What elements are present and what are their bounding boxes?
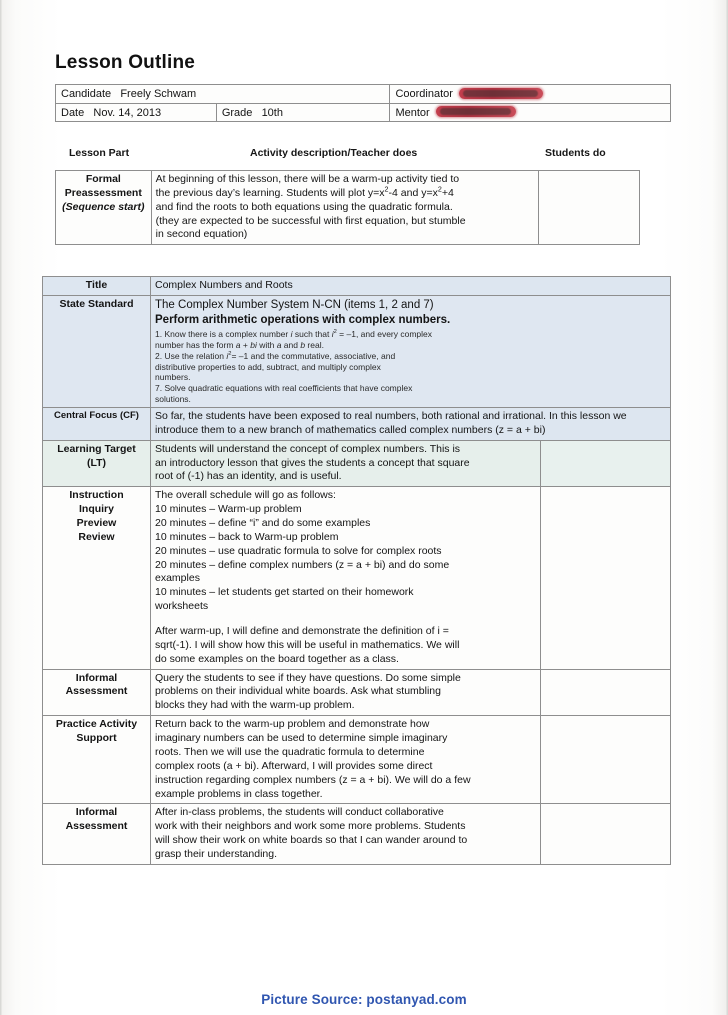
informal-2-line2: work with their neighbors and work some more problems. Students [155, 820, 466, 833]
row-value-informal-assessment-1 [151, 669, 541, 716]
schedule-line: examples [155, 572, 200, 585]
row-value-central-focus [151, 408, 671, 441]
practice-students-cell [541, 716, 671, 804]
instruction-label-line4: Review [78, 530, 115, 543]
table-row [43, 804, 671, 864]
row-label-instruction [43, 487, 151, 669]
preassessment-students-cell [539, 171, 640, 245]
instruction-para2-line2: sqrt(-1). I will show how this will be useful in mathematics. We will [155, 638, 460, 651]
column-header-students: Students do [545, 147, 606, 159]
standard-item-2-line1: 2. Use the relation $i^2= -1$ and the commutative, associative, and [155, 350, 396, 361]
row-value-informal-assessment-2 [151, 804, 541, 864]
table-row [43, 487, 671, 669]
standard-item-2-line3: numbers. [155, 372, 191, 383]
instruction-students-cell [541, 487, 671, 669]
row-value-practice-activity [151, 716, 541, 804]
coordinator-label: Coordinator [395, 88, 453, 100]
learning-target-line2: an introductory lesson that gives the students a concept that square [155, 456, 470, 469]
learning-target-label-line1: Learning Target [57, 442, 136, 455]
mentor-redaction-mark [436, 106, 516, 117]
table-row [43, 716, 671, 804]
standard-item-1-line1: 1. Know there is a complex number i such that $i^2 = -1$, and every complex [155, 328, 433, 339]
row-label-informal-assessment-2 [43, 804, 151, 864]
instruction-label-line2: Inquiry [78, 503, 114, 516]
table-row [43, 440, 671, 487]
table-row [43, 669, 671, 716]
central-focus-line1: So far, the students have been exposed to real numbers, both rational and irrational. In this lesson we [155, 410, 627, 423]
practice-label-line2: Support [76, 732, 117, 745]
column-header-lesson-part: Lesson Part [69, 147, 130, 159]
preassessment-label-line2: Preassessment [64, 186, 142, 199]
coordinator-cell [390, 85, 671, 104]
picture-source-caption: Picture Source: postanyad.com [261, 992, 467, 1007]
informal-1-line1: Query the students to see if they have questions. Do some simple [155, 671, 461, 684]
informal-1-students-cell [541, 669, 671, 716]
practice-line3: roots. Then we will use the quadratic formula to determine [155, 745, 425, 758]
instruction-label-line1: Instruction [69, 489, 124, 502]
row-label-state-standard: State Standard [43, 295, 151, 407]
preassessment-label-line1: Formal [85, 173, 121, 185]
page-title: Lesson Outline [55, 52, 196, 73]
row-label-learning-target [43, 440, 151, 487]
standard-item-2-line2: distributive properties to add, subtract, and multiply complex [155, 361, 381, 372]
row-label-central-focus: Central Focus (CF) [43, 408, 151, 441]
candidate-value: Freely Schwam [120, 88, 197, 100]
column-header-activity: Activity description/Teacher does [250, 147, 418, 159]
preassessment-table [55, 170, 640, 245]
practice-label-line1: Practice Activity [55, 718, 138, 731]
informal-1-line2: problems on their individual white boards. Ask what stumbling [155, 685, 441, 698]
row-value-state-standard [151, 295, 671, 407]
row-value-learning-target [151, 440, 541, 487]
informal-1-label-line2: Assessment [65, 685, 128, 698]
preassessment-text-line5: in second equation) [155, 228, 248, 241]
schedule-line: 20 minutes – use quadratic formula to solve for complex roots [155, 544, 442, 557]
lesson-body-table [42, 276, 671, 865]
candidate-cell [56, 85, 390, 104]
informal-2-students-cell [541, 804, 671, 864]
row-value-instruction [151, 487, 541, 669]
instruction-label-line3: Preview [76, 517, 117, 530]
mentor-label: Mentor [395, 106, 430, 119]
schedule-line: 10 minutes – let students get started on their homework [155, 586, 414, 599]
learning-target-students-cell [541, 440, 671, 487]
informal-2-line4: grasp their understanding. [155, 847, 277, 860]
date-value: Nov. 14, 2013 [93, 106, 162, 119]
schedule-line: 10 minutes – Warm-up problem [155, 503, 302, 516]
practice-line6: example problems in class together. [155, 787, 323, 800]
standard-item-7-line2: solutions. [155, 394, 191, 405]
schedule-intro: The overall schedule will go as follows: [155, 489, 336, 502]
standard-bold-line: Perform arithmetic operations with complex numbers. [155, 314, 451, 327]
schedule-line: 20 minutes – define complex numbers (z = a + bi) and do some [155, 558, 450, 571]
standard-heading: The Complex Number System N-CN (items 1, 2 and 7) [155, 298, 434, 311]
schedule-line: 10 minutes – back to Warm-up problem [155, 530, 339, 543]
learning-target-line3: root of (-1) has an identity, and is useful. [155, 470, 342, 483]
grade-label: Grade [221, 106, 253, 119]
coordinator-redaction-mark [459, 88, 543, 99]
practice-line4: complex roots (a + bi). Afterward, I will provides some direct [155, 759, 433, 772]
table-row [56, 103, 671, 122]
informal-2-line1: After in-class problems, the students will conduct collaborative [155, 806, 444, 819]
practice-line5: instruction regarding complex numbers (z = a + bi). We will do a few [155, 773, 471, 786]
row-label-title: Title [43, 277, 151, 296]
column-headings [55, 146, 671, 164]
row-value-title: Complex Numbers and Roots [151, 277, 671, 296]
schedule-line: worksheets [155, 600, 209, 613]
learning-target-label-line2: (LT) [86, 456, 107, 469]
row-label-informal-assessment-1 [43, 669, 151, 716]
preassessment-text-line4: (they are expected to be successful with first equation, but stumble [155, 214, 466, 227]
preassessment-label-cell [56, 171, 152, 245]
paragraph-spacer [155, 614, 536, 625]
row-label-practice-activity [43, 716, 151, 804]
informal-1-label-line1: Informal [75, 671, 118, 684]
date-label: Date [61, 106, 85, 119]
preassessment-activity-cell [151, 171, 539, 245]
standard-item-1-line2: number has the form a + bi with a and b real. [155, 339, 324, 350]
learning-target-line1: Students will understand the concept of complex numbers. This is [155, 442, 461, 455]
preassessment-text-line2: the previous day’s learning. Students will plot $y=x^2-4$ and $y=x^2+4$ [155, 185, 454, 199]
table-row [43, 408, 671, 441]
table-row [43, 277, 671, 296]
identity-table [55, 84, 671, 122]
grade-value: 10th [261, 106, 283, 119]
table-row [56, 171, 640, 245]
schedule-line: 20 minutes – define “i” and do some examples [155, 517, 371, 530]
preassessment-text-line3: and find the roots to both equations using the quadratic formula. [155, 200, 453, 213]
informal-2-line3: will show their work on white boards so that I can wander around to [155, 834, 468, 847]
grade-cell [216, 103, 390, 122]
candidate-label: Candidate [61, 88, 112, 100]
informal-1-line3: blocks they had with the warm-up problem. [155, 699, 355, 712]
informal-2-label-line2: Assessment [65, 820, 128, 833]
practice-line1: Return back to the warm-up problem and demonstrate how [155, 718, 430, 731]
instruction-para2-line3: do some examples on the board together as a class. [155, 652, 399, 665]
practice-line2: imaginary numbers can be used to determine simple imaginary [155, 732, 448, 745]
standard-item-7-line1: 7. Solve quadratic equations with real coefficients that have complex [155, 383, 413, 394]
instruction-para2-line1: After warm-up, I will define and demonstrate the definition of i = [155, 625, 449, 638]
central-focus-line2: introduce them to a new branch of mathematics called complex numbers (z = a + bi) [155, 423, 546, 436]
date-cell [56, 103, 217, 122]
preassessment-label-line3: (Sequence start) [62, 200, 145, 213]
mentor-cell [390, 103, 671, 122]
preassessment-text-line1: At beginning of this lesson, there will be a warm-up activity tied to [155, 173, 460, 185]
informal-2-label-line1: Informal [75, 806, 118, 819]
table-row [43, 295, 671, 407]
table-row [56, 85, 671, 104]
